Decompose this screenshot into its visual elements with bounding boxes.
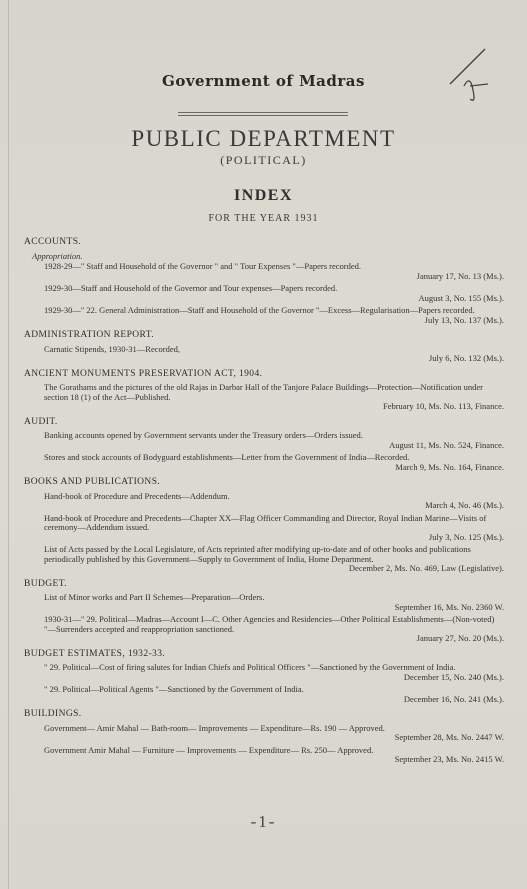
section-heading: BOOKS AND PUBLICATIONS. [24,477,161,487]
index-entry [44,593,504,612]
page-number: -1- [250,812,277,831]
entry-text: 1928-29—" Staff and Household of the Governor " and " Tour Expenses "—Papers recorded. [44,261,362,271]
index-entry [44,345,504,364]
entry-text: " 29. Political—Cost of firing salutes for Indian Chiefs and Political Officers "—Sanctioned by the Government of India. [44,662,456,672]
section-heading: BUILDINGS. [24,709,82,719]
entry-reference: February 10, Ms. No. 113, Finance. [382,401,504,411]
section-heading: BUDGET. [24,578,67,589]
index-entry [44,724,504,743]
entry-reference: March 4, No. 46 (Ms.). [425,500,504,510]
entry-text: Hand-book of Procedure and Precedents—Chapter XX—Flag Officer Commanding and Director, Royal Indian Marine—Visits of ceremony—Addendum issued. [44,512,487,532]
entry-text: Stores and stock accounts of Bodyguard establishments—Letter from the Government of India—Recorded. [44,452,410,462]
entry-reference: December 16, No. 241 (Ms.). [403,693,504,704]
index-entry [44,453,504,472]
entry-reference: August 11, Ms. No. 524, Finance. [389,439,504,450]
entry-text: Carnatic Stipends, 1930-31—Recorded, [44,343,180,354]
entry-reference: September 23, Ms. No. 2415 W. [394,754,504,764]
index-entry [44,615,504,644]
section-heading: AUDIT. [24,416,58,427]
index-entry [44,431,504,450]
index-entry [44,746,504,765]
entry-reference: March 9, Ms. No. 164, Finance. [395,461,504,472]
index-entry [44,514,504,543]
index-entry [44,685,504,704]
index-entry [44,492,504,511]
department-title: PUBLIC DEPARTMENT [131,126,396,151]
entry-text: Banking accounts opened by Government servants under the Treasury orders—Orders issued. [44,430,363,440]
entry-text: " 29. Political—Political Agents "—Sanctioned by the Government of India. [44,684,304,694]
index-entry [44,262,504,281]
entry-reference: July 13, No. 137 (Ms.). [424,314,504,325]
entry-reference: July 3, No. 125 (Ms.). [428,531,504,542]
entry-text: Government Amir Mahal — Furniture — Improvements — Expenditure— Rs. 250— Approved. [44,744,374,755]
year-line: FOR THE YEAR 1931 [208,213,319,224]
entry-text: 1929-30—Staff and Household of the Governor and Tour expenses—Papers recorded. [44,283,338,293]
subdepartment-title: (POLITICAL) [220,153,307,167]
index-body [24,232,504,768]
entry-reference: January 27, No. 20 (Ms.). [416,633,504,643]
entry-text: Government— Amir Mahal — Bath-room— Improvements — Expenditure—Rs. 190 — Approved. [44,722,385,733]
section-heading: ANCIENT MONUMENTS PRESERVATION ACT, 1904. [24,368,263,379]
title-rule-top [178,112,348,113]
entry-reference: August 3, No. 155 (Ms.). [418,292,504,303]
entry-text: Hand-book of Procedure and Precedents—Addendum. [44,490,230,501]
entry-text: 1930-31—" 29. Political—Madras—Account I—C. Other Agencies and Residencies—Other Political Establishments—(Non-voted) "—Surrenders accepted and reappropriation sanctioned. [44,614,495,634]
index-entry [44,284,504,303]
entry-reference: July 6, No. 132 (Ms.). [428,353,504,363]
index-entry [44,545,504,574]
index-entry [44,383,504,412]
section-subheading: Appropriation. [32,250,83,261]
entry-text: List of Acts passed by the Local Legislature, of Acts reprinted after modifying up-to-date and of other books and publications periodically published by this Government—Supply to Government of India, Home Department. [44,544,471,564]
index-entry [44,306,504,325]
entry-reference: January 17, No. 13 (Ms.). [416,270,504,281]
entry-text: List of Minor works and Part II Schemes—Preparation—Orders. [44,592,265,602]
index-title: INDEX [233,187,294,204]
section-heading: ACCOUNTS. [24,237,82,247]
entry-text: The Gorathams and the pictures of the old Rajas in Darbar Hall of the Tanjore Palace Buildings—Protection—Notification under section 18 (1) of the Act—Published. [44,382,484,402]
entry-reference: September 28, Ms. No. 2447 W. [394,732,504,742]
title-rule-bottom [178,115,348,116]
entry-reference: December 2, Ms. No. 469, Law (Legislative). [348,563,504,573]
section-heading: ADMINISTRATION REPORT. [24,330,154,340]
entry-reference: September 16, Ms. No. 2360 W. [394,601,504,612]
index-entry [44,663,504,682]
entry-text: 1929-30—" 22. General Administration—Staff and Household of the Governor "—Excess—Regularisation—Papers recorded. [44,305,475,315]
government-title: Government of Madras [162,72,365,90]
entry-reference: December 15, No. 240 (Ms.). [403,671,504,682]
section-heading: BUDGET ESTIMATES, 1932-33. [24,648,166,659]
